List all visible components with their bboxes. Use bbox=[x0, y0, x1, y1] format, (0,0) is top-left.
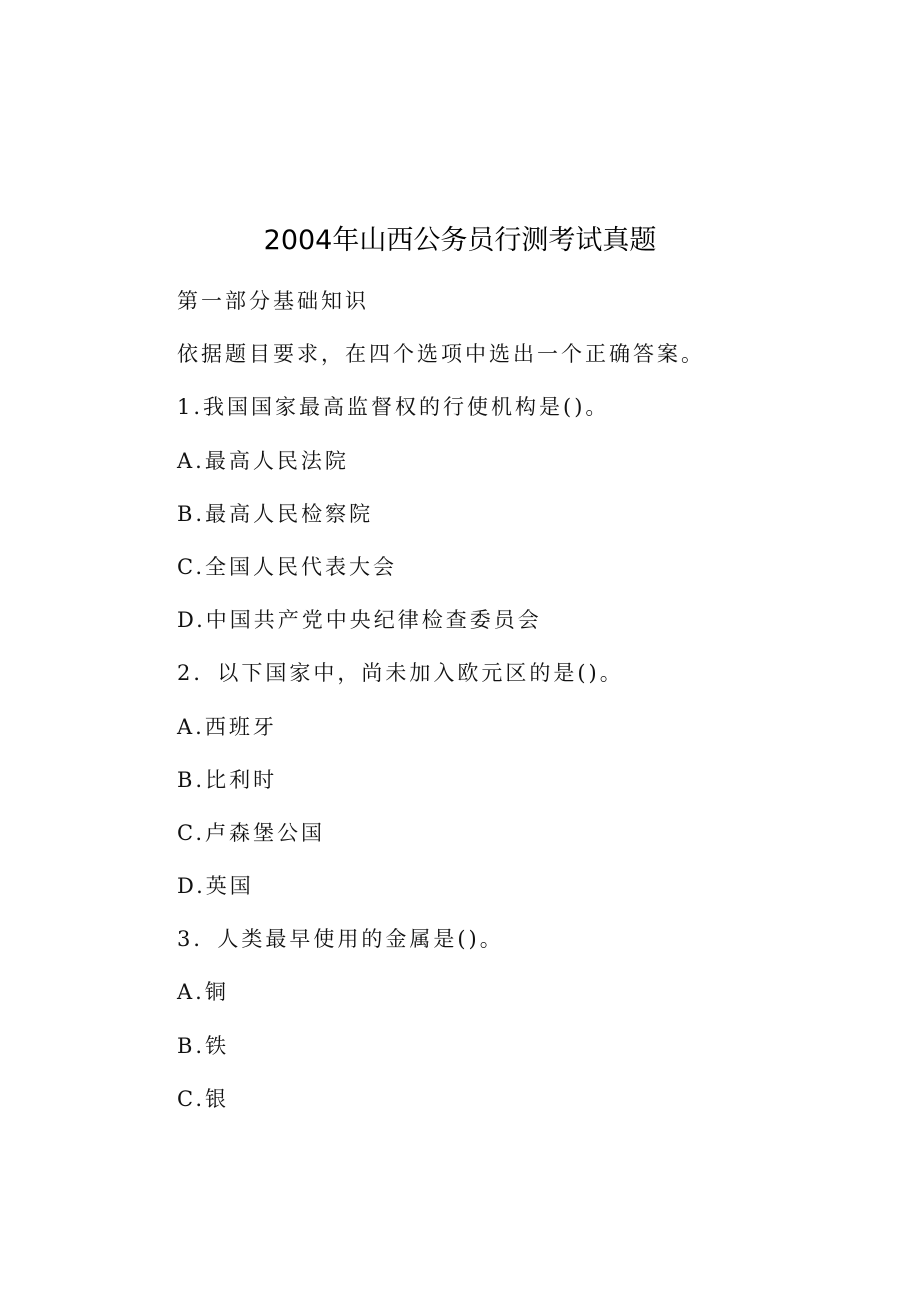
section-heading: 第一部分基础知识 bbox=[177, 289, 369, 313]
document-title: 2004年山西公务员行测考试真题 bbox=[263, 225, 657, 256]
instruction-text: 依据题目要求，在四个选项中选出一个正确答案。 bbox=[177, 342, 705, 367]
question-2-option-b: B.比利时 bbox=[177, 767, 278, 792]
question-1-option-a: A.最高人民法院 bbox=[177, 448, 349, 473]
question-3-option-b: B.铁 bbox=[177, 1033, 230, 1058]
question-2: 2．以下国家中，尚未加入欧元区的是()。 bbox=[177, 661, 624, 686]
question-3-option-c: C.银 bbox=[177, 1086, 229, 1111]
question-1-option-d: D.中国共产党中央纪律检查委员会 bbox=[177, 608, 542, 633]
document-body bbox=[177, 284, 867, 1135]
question-2-option-a: A.西班牙 bbox=[177, 714, 277, 739]
question-1-option-b: B.最高人民检察院 bbox=[177, 501, 374, 526]
question-3: 3．人类最早使用的金属是()。 bbox=[177, 927, 504, 952]
question-3-option-a: A.铜 bbox=[177, 980, 229, 1005]
question-1: 1.我国国家最高监督权的行使机构是()。 bbox=[177, 395, 610, 420]
question-2-option-d: D.英国 bbox=[177, 874, 254, 899]
question-1-option-c: C.全国人民代表大会 bbox=[177, 554, 397, 579]
question-2-option-c: C.卢森堡公国 bbox=[177, 820, 325, 845]
